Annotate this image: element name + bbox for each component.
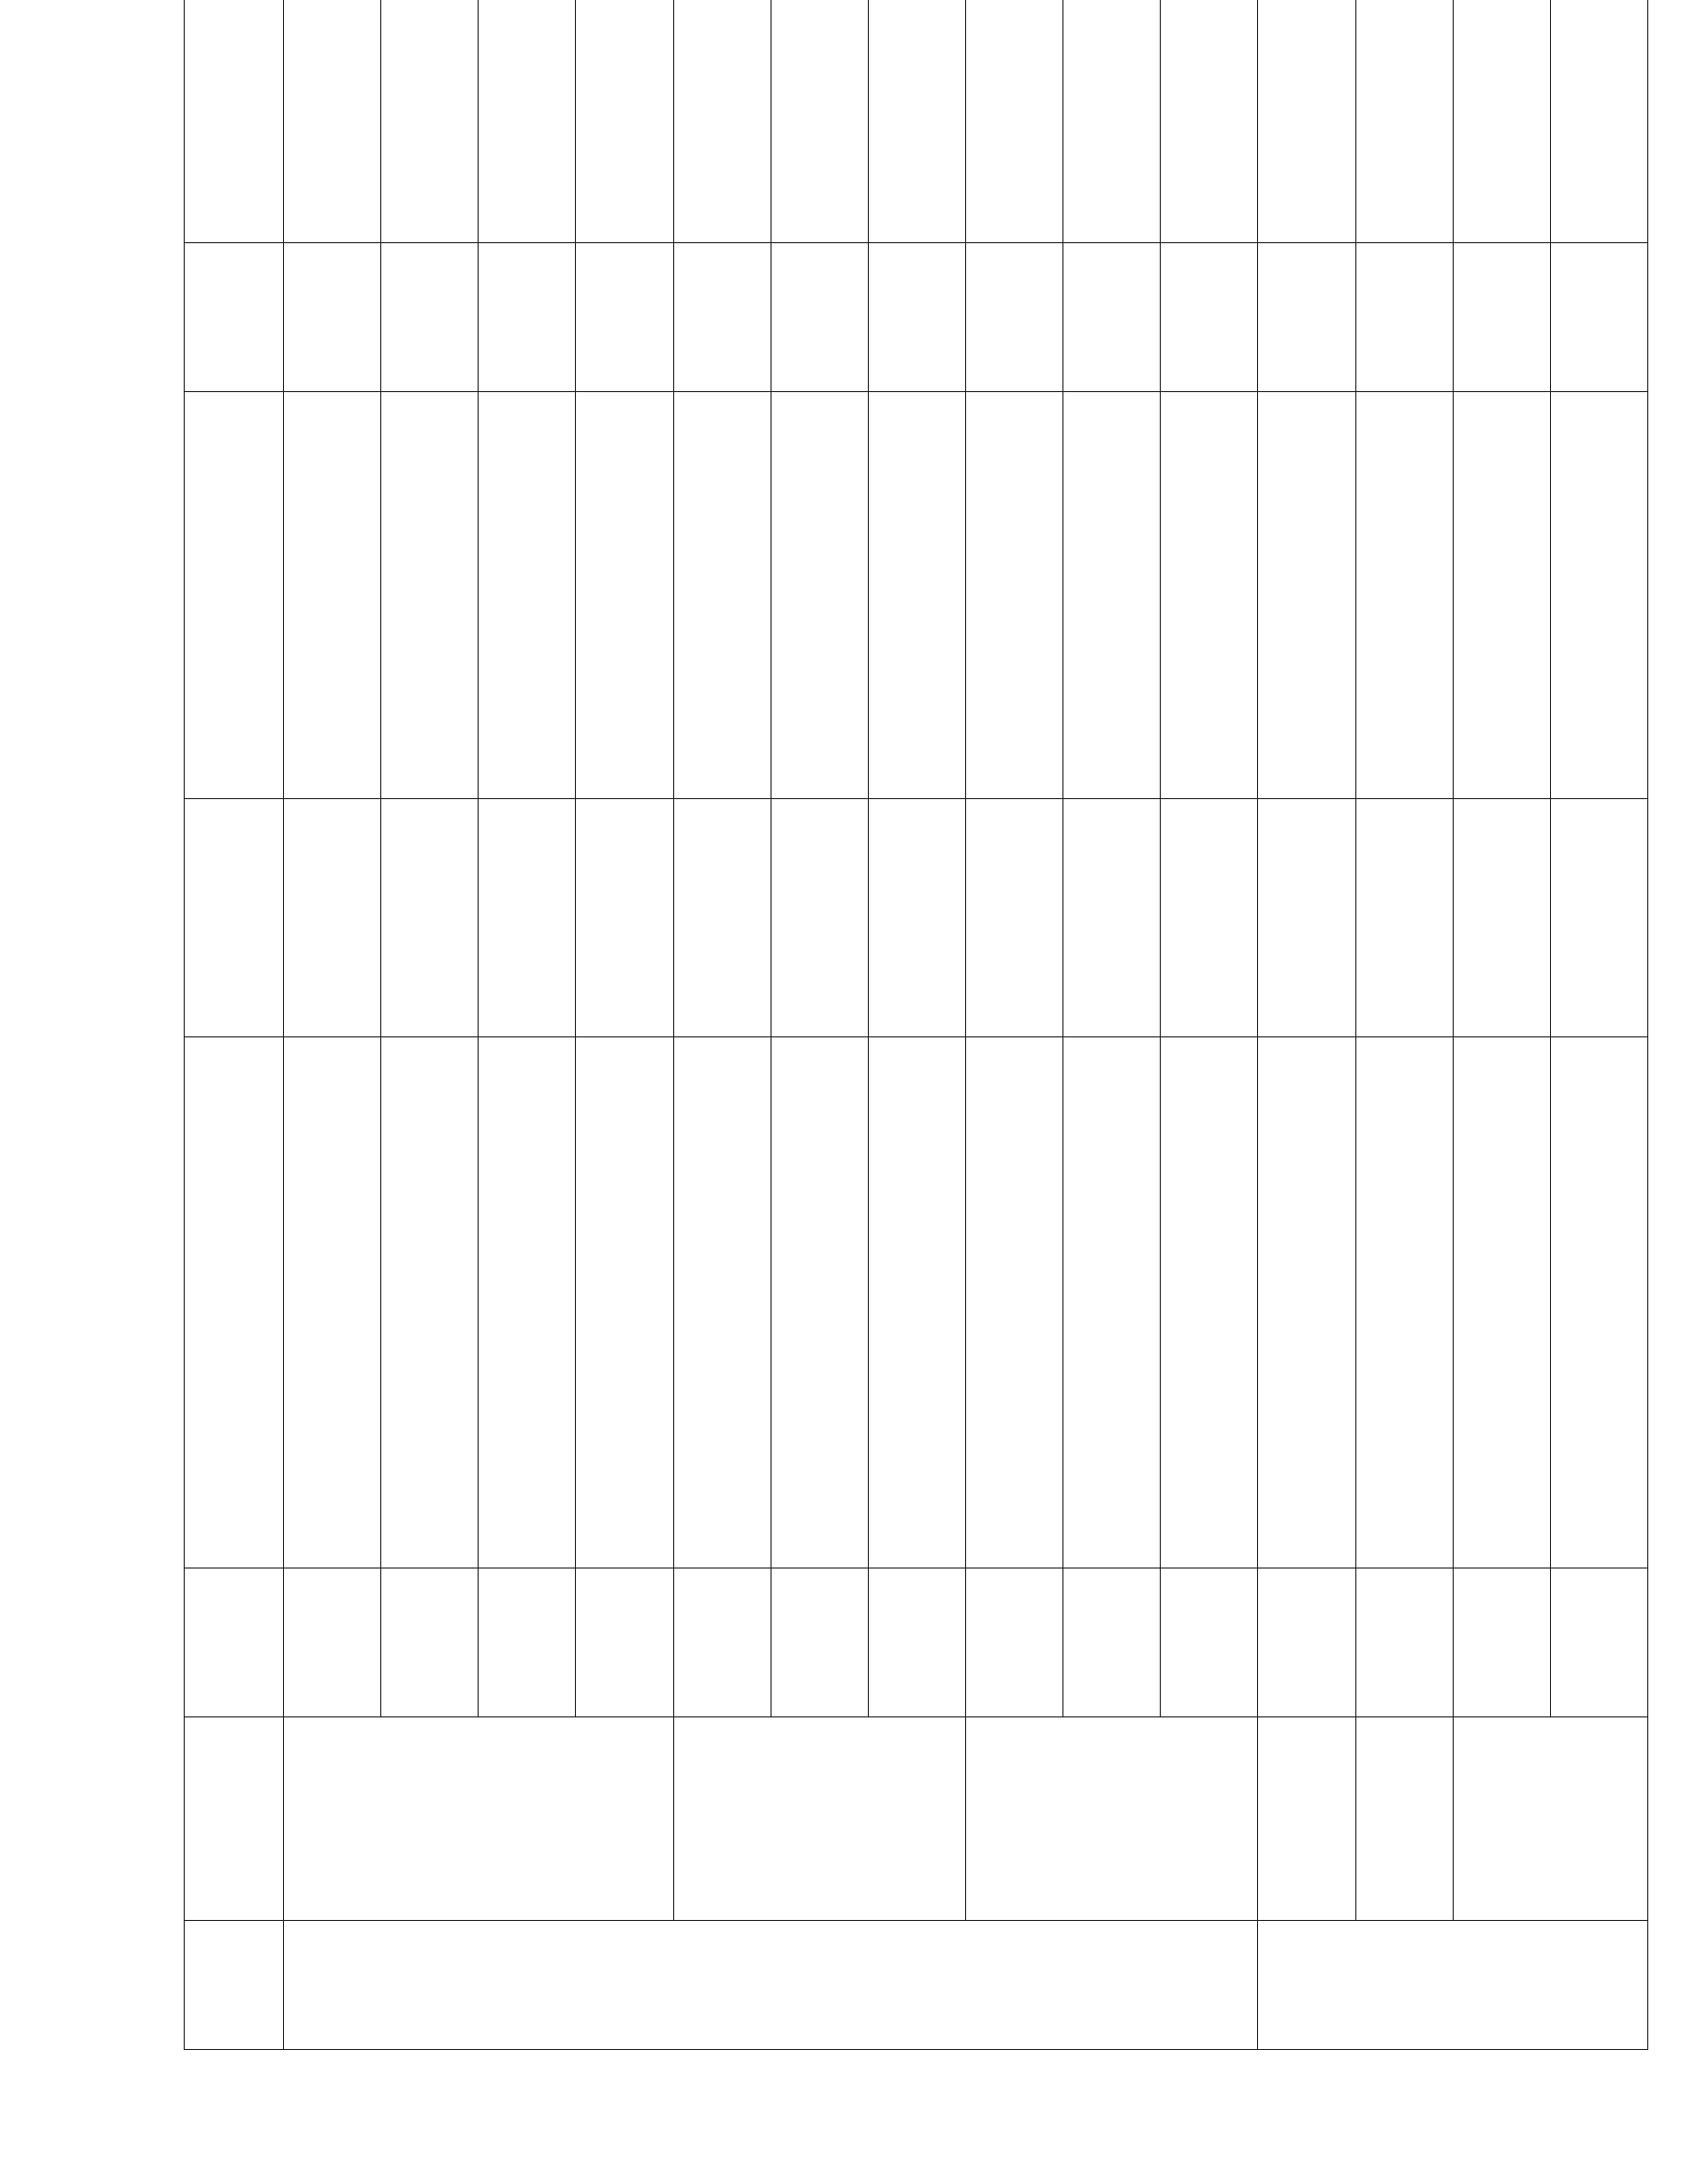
tech-position-cell: [284, 392, 381, 799]
admin-position-cell: [1453, 1037, 1550, 1569]
rescue-position-cell: [1453, 0, 1550, 243]
tech-position-cell: [868, 392, 965, 799]
rescue-cell: [284, 243, 381, 392]
table-row: [1355, 0, 1453, 2050]
rescue-position-cell: [381, 0, 479, 243]
rescue-position-cell: [673, 0, 771, 243]
rescue-cell: [479, 243, 576, 392]
admin-position-cell: [1355, 1037, 1453, 1569]
tech-cell: [576, 799, 673, 1037]
rescue-position-cell: [1161, 0, 1258, 243]
section-cell: [284, 1717, 674, 1921]
table-container: [184, 0, 1648, 2050]
header-rescue: [185, 243, 284, 392]
admin-position-cell: [1258, 1037, 1355, 1569]
header-river: [185, 1921, 284, 2050]
table-body: [284, 0, 1648, 2050]
tech-position-cell: [1258, 392, 1355, 799]
rescue-cell: [1258, 243, 1355, 392]
rescue-position-cell: [479, 0, 576, 243]
admin-position-cell: [771, 1037, 868, 1569]
tech-cell: [479, 799, 576, 1037]
admin-cell: [1453, 1569, 1550, 1717]
rescue-position-cell: [576, 0, 673, 243]
admin-cell: [576, 1569, 673, 1717]
rescue-position-cell: [1355, 0, 1453, 243]
rescue-cell: [868, 243, 965, 392]
rescue-cell: [576, 243, 673, 392]
rescue-position-cell: [284, 0, 381, 243]
admin-cell: [479, 1569, 576, 1717]
header-rescue-position: [185, 0, 284, 243]
table-row: [1258, 0, 1355, 2050]
tech-cell: [965, 799, 1062, 1037]
admin-position-cell: [1063, 1037, 1161, 1569]
tech-position-cell: [1063, 392, 1161, 799]
river-name-cell: [284, 1921, 1258, 2050]
admin-cell: [381, 1569, 479, 1717]
tech-position-cell: [1453, 392, 1550, 799]
river-name-cell: [1258, 1921, 1648, 2050]
admin-position-cell: [284, 1037, 381, 1569]
rescue-cell: [1063, 243, 1161, 392]
admin-cell: [1355, 1569, 1453, 1717]
admin-cell: [965, 1569, 1062, 1717]
responsibility-table: [184, 0, 1648, 2050]
tech-position-cell: [1161, 392, 1258, 799]
section-cell: [673, 1717, 965, 1921]
admin-position-cell: [1161, 1037, 1258, 1569]
admin-position-cell: [965, 1037, 1062, 1569]
section-cell: [965, 1717, 1257, 1921]
tech-position-cell: [381, 392, 479, 799]
admin-cell: [284, 1569, 381, 1717]
rescue-position-cell: [1063, 0, 1161, 243]
tech-cell: [284, 799, 381, 1037]
admin-cell: [1258, 1569, 1355, 1717]
table-row: [965, 0, 1062, 2050]
section-cell: [1355, 1717, 1453, 1921]
tech-cell: [381, 799, 479, 1037]
admin-cell: [771, 1569, 868, 1717]
tech-position-cell: [771, 392, 868, 799]
header-section: [185, 1717, 284, 1921]
rescue-cell: [965, 243, 1062, 392]
tech-position-cell: [576, 392, 673, 799]
rescue-position-cell: [1550, 0, 1647, 243]
admin-cell: [673, 1569, 771, 1717]
rescue-cell: [1161, 243, 1258, 392]
admin-position-cell: [576, 1037, 673, 1569]
rescue-position-cell: [965, 0, 1062, 243]
rescue-cell: [771, 243, 868, 392]
admin-position-cell: [381, 1037, 479, 1569]
tech-cell: [1550, 799, 1647, 1037]
tech-cell: [1063, 799, 1161, 1037]
table-row: [284, 0, 381, 2050]
admin-position-cell: [479, 1037, 576, 1569]
tech-cell: [771, 799, 868, 1037]
tech-cell: [868, 799, 965, 1037]
rescue-position-cell: [1258, 0, 1355, 243]
table-row: [673, 0, 771, 2050]
admin-position-cell: [1550, 1037, 1647, 1569]
section-cell: [1258, 1717, 1355, 1921]
tech-cell: [1355, 799, 1453, 1037]
section-cell: [1453, 1717, 1647, 1921]
rescue-cell: [381, 243, 479, 392]
rescue-cell: [1453, 243, 1550, 392]
rescue-cell: [1355, 243, 1453, 392]
header-tech: [185, 799, 284, 1037]
tech-position-cell: [1355, 392, 1453, 799]
admin-position-cell: [673, 1037, 771, 1569]
tech-position-cell: [1550, 392, 1647, 799]
admin-cell: [868, 1569, 965, 1717]
header-row: [185, 0, 284, 2050]
rescue-position-cell: [868, 0, 965, 243]
rescue-cell: [673, 243, 771, 392]
header-tech-position: [185, 392, 284, 799]
tech-position-cell: [673, 392, 771, 799]
tech-cell: [673, 799, 771, 1037]
header-admin: [185, 1569, 284, 1717]
tech-cell: [1258, 799, 1355, 1037]
tech-position-cell: [479, 392, 576, 799]
admin-position-cell: [868, 1037, 965, 1569]
tech-position-cell: [965, 392, 1062, 799]
tech-cell: [1161, 799, 1258, 1037]
header-admin-position: [185, 1037, 284, 1569]
rescue-cell: [1550, 243, 1647, 392]
admin-cell: [1161, 1569, 1258, 1717]
tech-cell: [1453, 799, 1550, 1037]
rescue-position-cell: [771, 0, 868, 243]
admin-cell: [1550, 1569, 1647, 1717]
table-row: [1453, 0, 1550, 2050]
admin-cell: [1063, 1569, 1161, 1717]
